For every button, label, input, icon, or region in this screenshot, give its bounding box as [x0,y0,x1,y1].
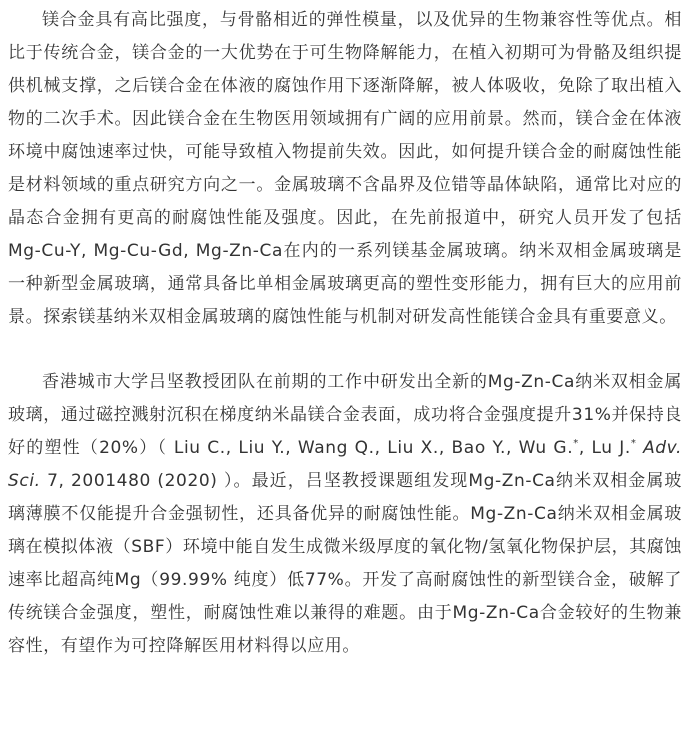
citation-last-author: , Lu J. [578,438,631,458]
paragraph-research [8,366,682,663]
citation-authors: Liu C., Liu Y., Wang Q., Liu X., Bao Y., Wu G. [173,438,574,458]
corresponding-author-mark: * [630,438,637,449]
corresponding-author-mark: * [573,438,579,449]
research-intro: 香港城市大学吕坚教授团队在前期的工作中研发出全新的Mg-Zn-Ca纳米双相金属玻璃，通过磁控溅射沉积在梯度纳米晶镁合金表面，成功将合金强度提升31%并保持良好的塑性（20%）（ [8,372,682,458]
research-findings: 最近，吕坚教授课题组发现Mg-Zn-Ca纳米双相金属玻璃薄膜不仅能提升合金强韧性，还具备优异的耐腐蚀性能。Mg-Zn-Ca纳米双相金属玻璃在模拟体液（SBF）环境中能自发生成微米级厚度的氧化物/氢氧化物保护层，其腐蚀速率比超高纯Mg（99.99% 纯度）低77%。开发了高耐腐蚀性的新型镁合金，破解了传统镁合金强度，塑性，耐腐蚀性难以兼得的难题。由于Mg-Zn-Ca合金较好的生物兼容性，有望作为可控降解医用材料得以应用。 [8,471,682,656]
paragraph-background: 镁合金具有高比强度，与骨骼相近的弹性模量，以及优异的生物兼容性等优点。相比于传统合金，镁合金的一大优势在于可生物降解能力，在植入初期可为骨骼及组织提供机械支撑，之后镁合金在体液的腐蚀作用下逐渐降解，被人体吸收，免除了取出植入物的二次手术。因此镁合金在生物医用领域拥有广阔的应用前景。然而，镁合金在体液环境中腐蚀速率过快，可能导致植入物提前失效。因此，如何提升镁合金的耐腐蚀性能是材料领域的重点研究方向之一。金属玻璃不含晶界及位错等晶体缺陷，通常比对应的晶态合金拥有更高的耐腐蚀性能及强度。因此，在先前报道中，研究人员开发了包括Mg-Cu-Y, Mg-Cu-Gd, Mg-Zn-Ca在内的一系列镁基金属玻璃。纳米双相金属玻璃是一种新型金属玻璃，通常具备比单相金属玻璃更高的塑性变形能力，拥有巨大的应用前景。探索镁基纳米双相金属玻璃的腐蚀性能与机制对研发高性能镁合金具有重要意义。 [8,10,682,327]
citation-volume: 7, 2001480 (2020) ）。 [40,471,252,491]
citation-journal: Adv. Sci. [8,438,682,491]
